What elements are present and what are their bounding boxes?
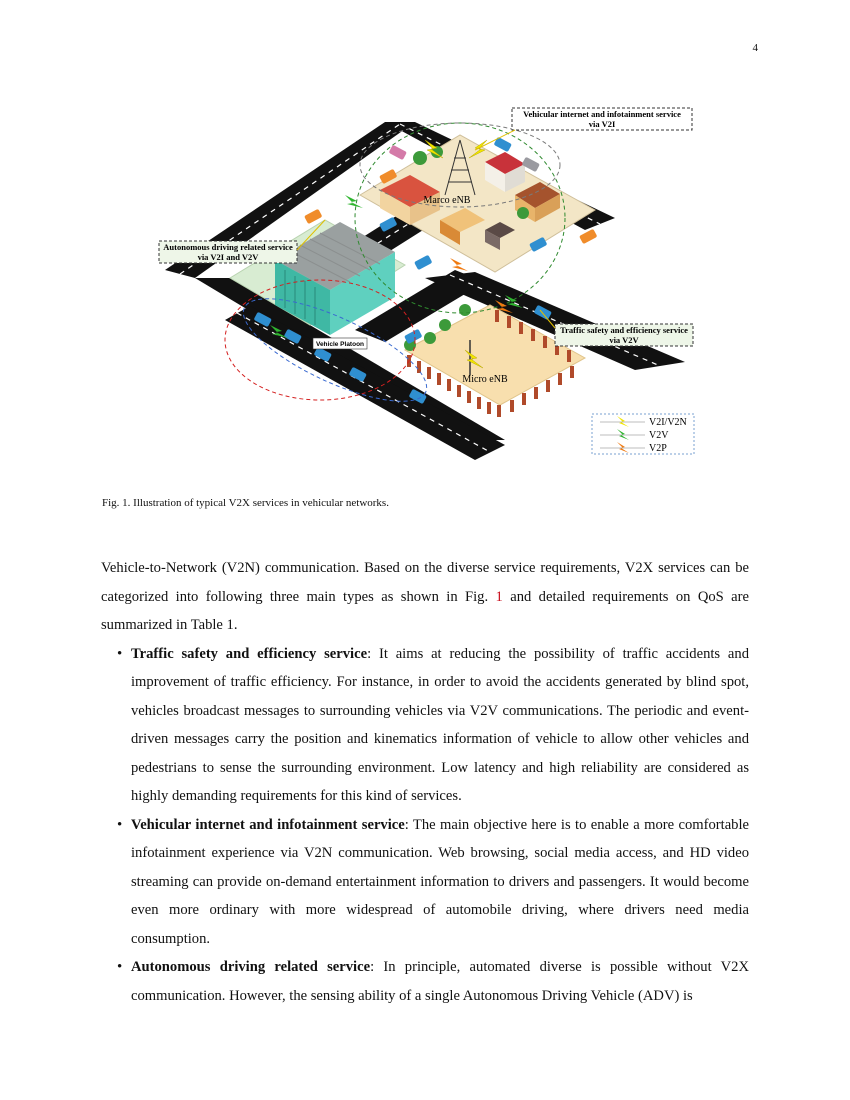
v2x-figure xyxy=(155,100,700,462)
legend-v2i: V2I/V2N xyxy=(649,417,687,428)
list-item xyxy=(101,640,749,811)
intro-text-1: Vehicle-to-Network (V2N) communication. Based on the diverse service requirements, V2X services can be categorized into following three main types as shown in Fig. xyxy=(101,560,749,605)
bullet-body: : The main objective here is to enable a more comfortable infotainment experience via V2N communication. Web browsing, social media access, and HD video streaming can provide on-demand entertainment information to drivers and passengers. It would become even more ordinary with more widespread of automobile driving, where drivers need media consumption. xyxy=(131,816,749,947)
callout-safety-line2: via V2V xyxy=(609,335,639,345)
macro-enb-label: Marco eNB xyxy=(423,195,471,206)
bullet-title: Autonomous driving related service xyxy=(131,959,371,975)
callout-autonomous-line1: Autonomous driving related service xyxy=(163,242,293,252)
callout-autonomous-line2: via V2I and V2V xyxy=(197,252,259,262)
figure-caption: Fig. 1. Illustration of typical V2X services in vehicular networks. xyxy=(102,497,389,509)
service-list xyxy=(101,640,749,1011)
platoon-label: Vehicle Platoon xyxy=(315,341,365,348)
bullet-body: : In principle, automated diverse is possible without V2X communication. However, the sensing ability of a single Autonomous Driving Vehicle (ADV) is xyxy=(131,959,749,1004)
bullet-title: Vehicular internet and infotainment service xyxy=(131,816,405,833)
bullet-title: Traffic safety and efficiency service xyxy=(131,645,368,662)
figure-reference-link[interactable]: 1 xyxy=(495,588,503,605)
figure-legend xyxy=(592,414,694,454)
micro-enb-label: Micro eNB xyxy=(462,374,508,385)
platoon-label-box xyxy=(313,338,367,349)
legend-v2v: V2V xyxy=(649,430,669,441)
body-text xyxy=(101,554,749,1010)
list-item xyxy=(101,811,749,954)
bullet-body: : It aims at reducing the possibility of traffic accidents and improvement of traffic efficiency. For instance, in order to avoid the accidents generated by blind spot, vehicles broadcast messages to surrounding vehicles via V2V communications. The periodic and event-driven messages carry the position and kinematics information of vehicle to allow other vehicles and pedestrians to sense the surrounding environment. Low latency and high reliability are considered as highly demanding requirements for this kind of services. xyxy=(131,645,749,804)
callout-safety-line1: Traffic safety and efficiency service xyxy=(560,325,688,335)
callout-infotainment-line1: Vehicular internet and infotainment service xyxy=(523,109,681,119)
intro-paragraph xyxy=(101,554,749,640)
callout-infotainment-line2: via V2I xyxy=(588,119,616,129)
intro-text-2: and detailed requirements on QoS are summarized in Table 1. xyxy=(101,588,749,633)
page-number: 4 xyxy=(752,42,758,54)
list-item xyxy=(101,953,749,1010)
legend-v2p: V2P xyxy=(649,443,667,454)
